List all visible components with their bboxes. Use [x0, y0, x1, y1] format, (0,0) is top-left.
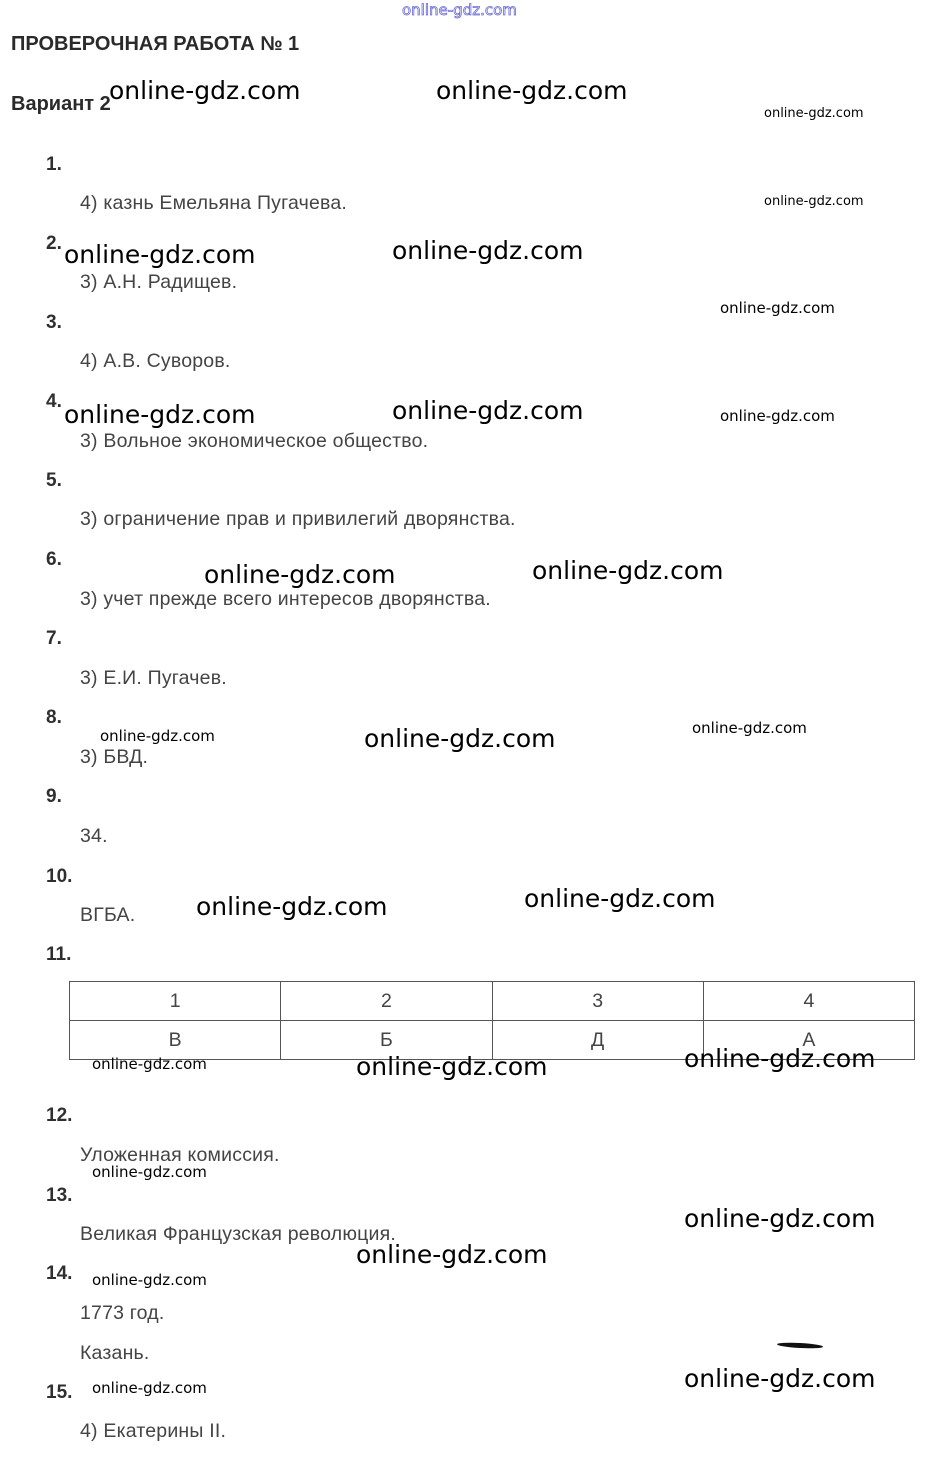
question-number-11: 11.	[46, 944, 72, 965]
watermark: online-gdz.com	[684, 1044, 876, 1073]
top-watermark: online-gdz.com	[402, 1, 517, 19]
table-header-cell: 2	[281, 982, 492, 1021]
answer-15: 4) Екатерины II.	[80, 1420, 227, 1442]
table-value-cell: Б	[281, 1021, 492, 1060]
answer-3: 4) А.В. Суворов.	[80, 350, 231, 372]
question-number-15: 15.	[46, 1382, 73, 1403]
question-number-10: 10.	[46, 866, 73, 887]
table-value-cell: Д	[492, 1021, 703, 1060]
question-number-14: 14.	[46, 1263, 73, 1284]
answer-6: 3) учет прежде всего интересов дворянства.	[80, 588, 491, 610]
answer-5: 3) ограничение прав и привилегий дворянства.	[80, 508, 516, 530]
table-header-cell: 3	[492, 982, 703, 1021]
answer-14-year: 1773 год.	[80, 1302, 165, 1324]
watermark: online-gdz.com	[64, 400, 256, 429]
table-header-cell: 1	[70, 982, 281, 1021]
question-number-6: 6.	[46, 549, 62, 570]
question-number-4: 4.	[46, 391, 62, 412]
watermark: online-gdz.com	[92, 1055, 207, 1073]
ink-smudge	[777, 1342, 823, 1349]
watermark: online-gdz.com	[100, 727, 215, 745]
watermark: online-gdz.com	[764, 194, 864, 209]
page-title: ПРОВЕРОЧНАЯ РАБОТА № 1	[11, 33, 300, 55]
question-number-7: 7.	[46, 628, 62, 649]
watermark: online-gdz.com	[720, 407, 835, 425]
watermark: online-gdz.com	[524, 884, 716, 913]
question-number-2: 2.	[46, 233, 62, 254]
answer-8: 3) БВД.	[80, 746, 149, 768]
answer-12: Уложенная комиссия.	[80, 1144, 280, 1166]
variant-heading: Вариант 2	[11, 93, 111, 115]
answer-14-city: Казань.	[80, 1342, 150, 1364]
watermark: online-gdz.com	[356, 1240, 548, 1269]
watermark: online-gdz.com	[364, 724, 556, 753]
watermark: online-gdz.com	[692, 719, 807, 737]
watermark: online-gdz.com	[92, 1379, 207, 1397]
watermark: online-gdz.com	[92, 1271, 207, 1289]
answer-9: 34.	[80, 825, 108, 847]
watermark: online-gdz.com	[684, 1364, 876, 1393]
table-row	[70, 982, 915, 1021]
question-number-13: 13.	[46, 1185, 73, 1206]
table-value-cell: В	[70, 1021, 281, 1060]
watermark: online-gdz.com	[356, 1052, 548, 1081]
answer-7: 3) Е.И. Пугачев.	[80, 667, 227, 689]
watermark: online-gdz.com	[392, 236, 584, 265]
question-number-12: 12.	[46, 1105, 73, 1126]
answer-2: 3) А.Н. Радищев.	[80, 271, 238, 293]
watermark: online-gdz.com	[64, 240, 256, 269]
watermark: online-gdz.com	[204, 560, 396, 589]
watermark: online-gdz.com	[196, 892, 388, 921]
watermark: online-gdz.com	[764, 106, 864, 121]
watermark: online-gdz.com	[684, 1204, 876, 1233]
question-number-5: 5.	[46, 470, 62, 491]
answer-4: 3) Вольное экономическое общество.	[80, 430, 429, 452]
table-value-cell: А	[703, 1021, 914, 1060]
answer-13: Великая Французская революция.	[80, 1223, 397, 1245]
question-number-8: 8.	[46, 707, 62, 728]
watermark: online-gdz.com	[532, 556, 724, 585]
watermark: online-gdz.com	[720, 299, 835, 317]
question-number-9: 9.	[46, 786, 62, 807]
question-number-3: 3.	[46, 312, 62, 333]
watermark: online-gdz.com	[109, 76, 301, 105]
watermark: online-gdz.com	[436, 76, 628, 105]
watermark: online-gdz.com	[392, 396, 584, 425]
question-number-1: 1.	[46, 154, 62, 175]
answer-1: 4) казнь Емельяна Пугачева.	[80, 192, 348, 214]
answer-10: ВГБА.	[80, 904, 136, 926]
table-header-cell: 4	[703, 982, 914, 1021]
watermark: online-gdz.com	[92, 1163, 207, 1181]
